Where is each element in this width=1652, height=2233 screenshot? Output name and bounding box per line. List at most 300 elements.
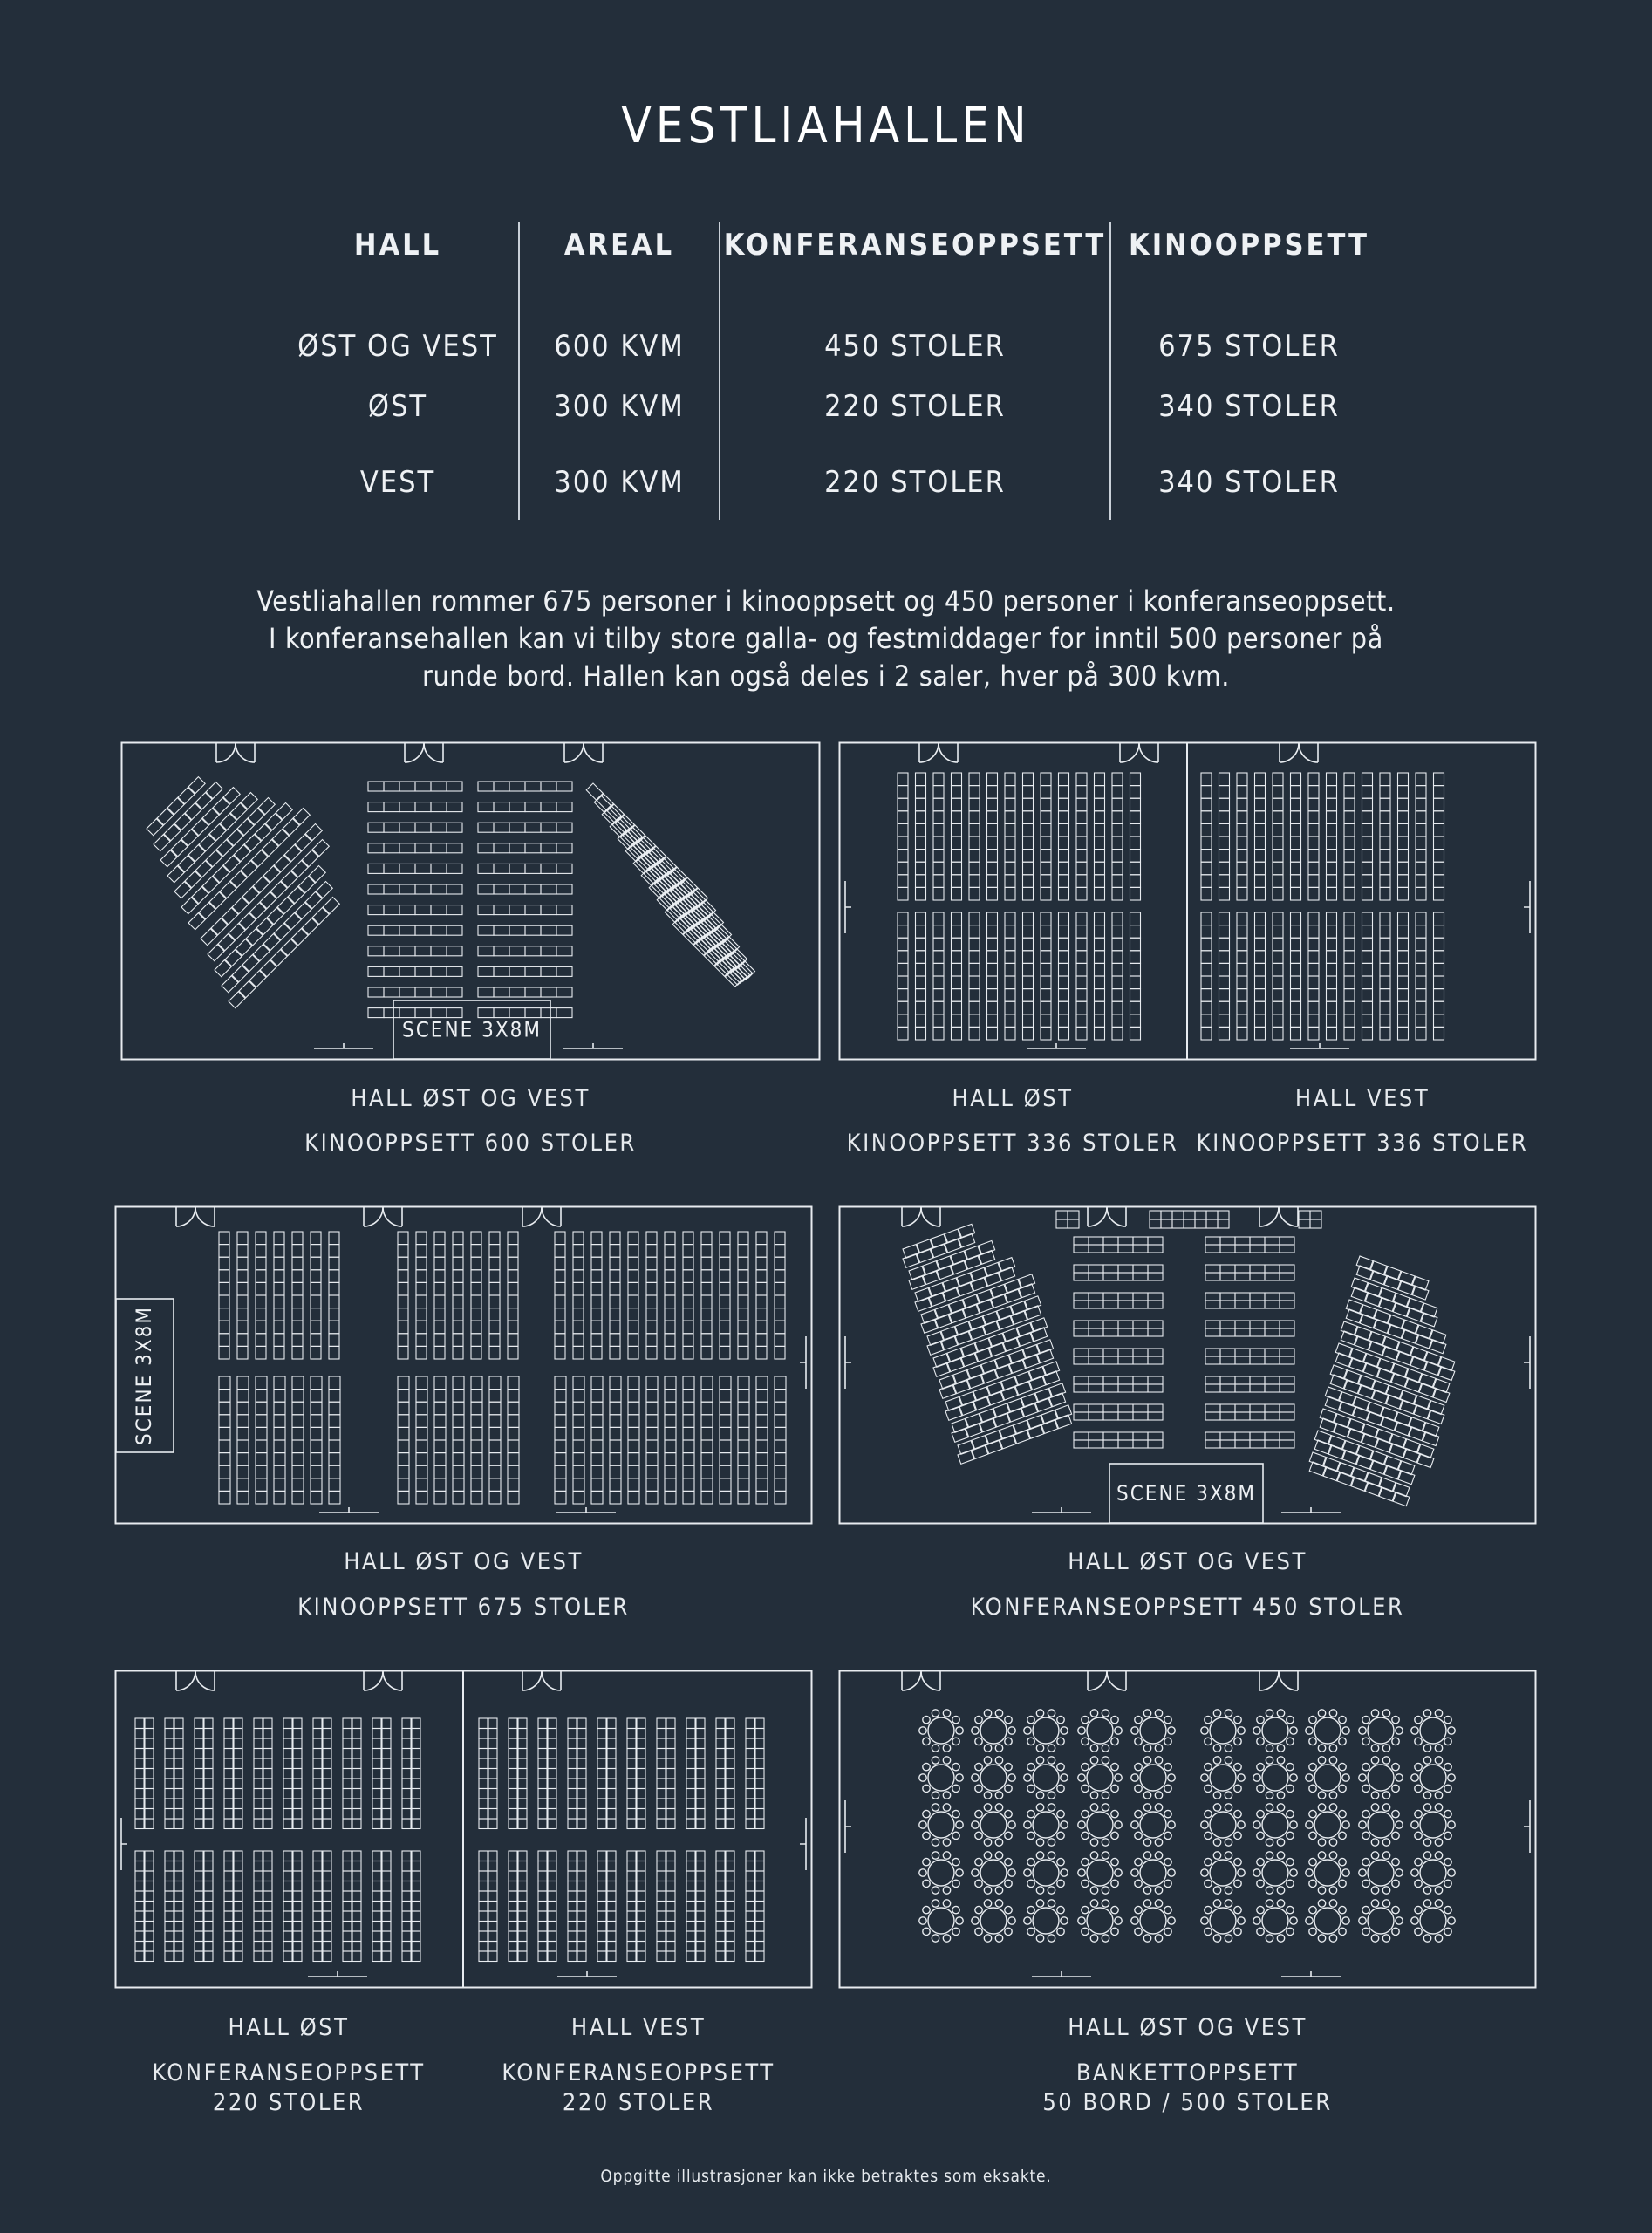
chair: [234, 1779, 242, 1789]
chair: [1095, 989, 1105, 1002]
chair: [145, 1758, 154, 1769]
chair: [415, 884, 431, 894]
chair: [1095, 976, 1105, 989]
chair: [135, 1942, 144, 1952]
chair: [453, 1453, 464, 1466]
chair: [1041, 811, 1051, 824]
chair: [573, 1390, 584, 1403]
chair: [447, 823, 462, 832]
chair: [488, 1891, 497, 1902]
cell-konferanse: 220 STOLER: [720, 444, 1110, 520]
chair: [254, 1809, 263, 1820]
chair: [686, 1819, 695, 1829]
chair: [665, 1257, 675, 1270]
chair: [254, 1758, 263, 1769]
chair: [755, 1902, 764, 1912]
chair: [518, 1951, 527, 1962]
chair: [665, 1491, 676, 1504]
chair: [987, 798, 998, 811]
chair: [204, 1779, 213, 1789]
chair: [1095, 887, 1105, 900]
exit-door-icon: [1032, 1507, 1091, 1513]
chair: [696, 1749, 705, 1759]
chair: [135, 1749, 144, 1759]
chair: [666, 1809, 675, 1820]
chair: [263, 1789, 272, 1799]
exit-door-icon: [1281, 1971, 1341, 1977]
chair: [509, 864, 525, 873]
chair: [720, 1295, 730, 1308]
chair: [525, 843, 541, 853]
chair: [219, 1270, 229, 1283]
chair: [313, 1871, 322, 1881]
chair: [610, 1346, 620, 1359]
chair: [434, 1245, 445, 1258]
chair: [646, 1308, 657, 1321]
chair: [577, 1749, 586, 1759]
chair: [174, 1779, 183, 1789]
chair: [434, 1257, 445, 1270]
chair: [237, 1245, 248, 1258]
chair: [402, 1922, 411, 1932]
chair: [1089, 1293, 1103, 1301]
chair: [683, 1321, 693, 1334]
chair: [556, 1008, 572, 1018]
chair: [637, 1779, 645, 1789]
caption-setup-count: 220 STOLER: [562, 2089, 715, 2116]
chair: [933, 976, 944, 989]
chair: [716, 1819, 725, 1829]
chair: [263, 1819, 272, 1829]
chair: [329, 1390, 340, 1403]
chair: [1220, 1265, 1235, 1273]
chair: [402, 1729, 411, 1739]
chair: [1059, 837, 1069, 850]
chair: [568, 1758, 577, 1769]
chair: [555, 1376, 566, 1390]
chair: [756, 1245, 767, 1258]
chair: [489, 1427, 501, 1440]
chair: [1056, 1219, 1068, 1228]
chair: [471, 1308, 481, 1321]
chair: [696, 1861, 705, 1872]
chair: [701, 1257, 712, 1270]
chair: [415, 925, 431, 935]
chair: [666, 1819, 675, 1829]
chair-row: [618, 832, 739, 953]
chair: [1206, 1211, 1218, 1219]
chair: [1434, 786, 1444, 799]
chair: [1250, 1273, 1265, 1280]
chair: [508, 1346, 518, 1359]
chair: [686, 1718, 695, 1729]
chair: [1291, 875, 1301, 888]
chair: [488, 1902, 497, 1912]
chair: [1362, 925, 1373, 939]
chair: [665, 1478, 676, 1492]
chair: [234, 1911, 242, 1922]
chair: [293, 1902, 302, 1912]
chair: [1103, 1293, 1118, 1301]
chair: [755, 1851, 764, 1861]
chair: [195, 1819, 203, 1829]
chair: [145, 1851, 154, 1861]
chair: [1398, 989, 1409, 1002]
chair: [1041, 1014, 1051, 1028]
chair: [916, 823, 926, 837]
round-table: [1306, 1710, 1349, 1752]
chair: [666, 1729, 675, 1739]
chair: [637, 1789, 645, 1799]
chair: [488, 1911, 497, 1922]
chair: [489, 1491, 501, 1504]
chair: [701, 1465, 713, 1478]
chair: [329, 1245, 339, 1258]
chair: [1380, 798, 1390, 811]
round-table: [1078, 1900, 1122, 1942]
chair: [372, 1758, 381, 1769]
chair: [610, 1390, 621, 1403]
chair: [254, 1729, 263, 1739]
door-icon: [1088, 1671, 1126, 1690]
chair: [343, 1769, 352, 1779]
chair: [1362, 850, 1373, 863]
chair: [987, 1027, 998, 1040]
chair: [313, 1799, 322, 1809]
chair: [556, 905, 572, 915]
chair: [471, 1465, 482, 1478]
chair: [329, 1308, 339, 1321]
chair: [568, 1911, 577, 1922]
chair: [398, 1282, 408, 1295]
exit-door-icon: [308, 1971, 367, 1977]
chair: [415, 966, 431, 976]
chair: [204, 1851, 213, 1861]
chair: [898, 989, 908, 1002]
chair: [352, 1758, 361, 1769]
chair: [1291, 773, 1301, 786]
chair: [1434, 1027, 1444, 1040]
chair: [237, 1390, 249, 1403]
chair: [898, 963, 908, 976]
chair: [1280, 1384, 1294, 1392]
chair: [738, 1308, 748, 1321]
chair: [219, 1440, 230, 1453]
chair: [412, 1799, 420, 1809]
chair: [434, 1321, 445, 1334]
chair: [716, 1729, 725, 1739]
chair: [1023, 823, 1034, 837]
chair: [368, 802, 384, 812]
chair: [746, 1819, 754, 1829]
capacity-table-header: [277, 222, 1387, 292]
chair: [720, 1376, 731, 1390]
chair: [573, 1491, 584, 1504]
chair: [1056, 1211, 1068, 1219]
chair: [471, 1376, 482, 1390]
chair: [696, 1902, 705, 1912]
chair: [518, 1922, 527, 1932]
chair: [1201, 862, 1212, 875]
chair: [1023, 976, 1034, 989]
chair: [323, 1789, 331, 1799]
chair: [607, 1749, 616, 1759]
chair: [568, 1779, 577, 1789]
chair: [746, 1951, 754, 1962]
chair: [479, 1789, 488, 1799]
round-table: [1306, 1804, 1349, 1846]
chair: [352, 1749, 361, 1759]
chair: [1005, 1027, 1015, 1040]
chair: [1089, 1321, 1103, 1328]
chair: [1103, 1412, 1118, 1420]
chair: [145, 1902, 154, 1912]
round-table: [919, 1804, 963, 1846]
chair: [263, 1809, 272, 1820]
chair: [399, 802, 415, 812]
chair: [577, 1789, 586, 1799]
chair: [555, 1245, 565, 1258]
chair: [313, 1851, 322, 1861]
round-table: [919, 1900, 963, 1942]
chair: [1041, 938, 1051, 951]
chair: [489, 1478, 501, 1492]
chair: [916, 912, 926, 925]
chair: [746, 1758, 754, 1769]
chair: [509, 1799, 517, 1809]
chair: [489, 1334, 500, 1347]
chair: [538, 1871, 547, 1881]
chair: [329, 1257, 339, 1270]
chair: [174, 1809, 183, 1820]
chair: [434, 1376, 446, 1390]
chair: [1237, 989, 1247, 1002]
chair: [627, 1779, 636, 1789]
chair: [478, 802, 494, 812]
chair: [538, 1789, 547, 1799]
chair: [701, 1478, 713, 1492]
chair: [372, 1851, 381, 1861]
chair: [292, 1390, 304, 1403]
chair: [434, 1232, 445, 1245]
chair: [933, 786, 944, 799]
chair: [509, 1871, 517, 1881]
chair: [916, 951, 926, 964]
chair: [329, 1232, 339, 1245]
round-table: [1078, 1757, 1122, 1799]
chair: [775, 1440, 786, 1453]
chair: [471, 1270, 481, 1283]
chair: [573, 1270, 584, 1283]
exit-door-icon: [319, 1507, 379, 1513]
chair: [311, 1453, 322, 1466]
chair: [657, 1779, 666, 1789]
chair: [716, 1881, 725, 1892]
chair: [384, 864, 399, 873]
chair: [311, 1415, 322, 1428]
chair: [1205, 1321, 1220, 1328]
chair: [343, 1922, 352, 1932]
chair: [716, 1911, 725, 1922]
chair: [1235, 1245, 1250, 1253]
chair: [1362, 1001, 1373, 1014]
chair: [568, 1769, 577, 1779]
chair: [1344, 989, 1355, 1002]
chair: [1434, 798, 1444, 811]
chair: [541, 905, 556, 915]
chair: [1219, 887, 1230, 900]
chair: [234, 1942, 242, 1952]
chair: [952, 1001, 962, 1014]
chair: [1219, 912, 1230, 925]
chair: [1255, 938, 1266, 951]
chair: [738, 1453, 749, 1466]
chair: [538, 1861, 547, 1872]
chair: [1076, 1001, 1087, 1014]
chair: [368, 925, 384, 935]
chair: [416, 1427, 427, 1440]
round-table: [1359, 1900, 1403, 1942]
chair: [628, 1282, 638, 1295]
chair: [1103, 1432, 1118, 1440]
chair: [738, 1245, 748, 1258]
chair: [607, 1799, 616, 1809]
chair: [610, 1321, 620, 1334]
chair: [1005, 938, 1015, 951]
chair: [1434, 963, 1444, 976]
chair: [627, 1749, 636, 1759]
chair: [720, 1453, 731, 1466]
chair: [1206, 1219, 1218, 1228]
chair: [898, 823, 908, 837]
chair: [1095, 773, 1105, 786]
round-table: [1201, 1804, 1245, 1846]
chair: [538, 1881, 547, 1892]
chair: [478, 864, 494, 873]
round-table: [1078, 1804, 1122, 1846]
chair: [402, 1851, 411, 1861]
chair: [311, 1376, 322, 1390]
chair: [453, 1478, 464, 1492]
chair: [1416, 773, 1426, 786]
chair: [666, 1931, 675, 1942]
chair: [683, 1334, 693, 1347]
chair: [518, 1911, 527, 1922]
chair: [746, 1718, 754, 1729]
chair: [368, 966, 384, 976]
chair: [135, 1922, 144, 1932]
chair: [720, 1390, 731, 1403]
chair: [683, 1257, 693, 1270]
chair: [1148, 1321, 1163, 1328]
chair: [637, 1942, 645, 1952]
chair: [352, 1861, 361, 1872]
chair: [1041, 875, 1051, 888]
chair: [548, 1779, 556, 1789]
chair: [1344, 875, 1355, 888]
chair: [716, 1738, 725, 1749]
chair: [1255, 875, 1266, 888]
chair: [1380, 1027, 1390, 1040]
chair: [263, 1861, 272, 1872]
chair: [219, 1376, 230, 1390]
chair: [323, 1729, 331, 1739]
chair: [1250, 1301, 1265, 1308]
chair: [368, 1008, 384, 1018]
chair: [577, 1922, 586, 1932]
chair: [234, 1789, 242, 1799]
chair: [666, 1718, 675, 1729]
chair: [1205, 1356, 1220, 1364]
chair: [293, 1922, 302, 1932]
chair: [292, 1321, 303, 1334]
chair: [555, 1390, 566, 1403]
chair: [1133, 1412, 1148, 1420]
chair: [1041, 798, 1051, 811]
chair: [755, 1931, 764, 1942]
chair: [508, 1376, 519, 1390]
chair: [1112, 912, 1123, 925]
chair: [1362, 963, 1373, 976]
chair: [1112, 875, 1123, 888]
chair: [577, 1881, 586, 1892]
chair: [538, 1942, 547, 1952]
chair: [368, 905, 384, 915]
chair: [398, 1465, 409, 1478]
chair: [610, 1257, 620, 1270]
chair: [145, 1738, 154, 1749]
chair-row: [201, 823, 322, 945]
chair: [1103, 1349, 1118, 1356]
chair: [1005, 989, 1015, 1002]
chair: [646, 1257, 657, 1270]
chair: [1074, 1301, 1089, 1308]
chair: [1023, 875, 1034, 888]
side-door-icon: [800, 1336, 806, 1389]
chair: [412, 1758, 420, 1769]
chair: [686, 1738, 695, 1749]
chair: [1235, 1384, 1250, 1392]
chair: [1023, 1014, 1034, 1028]
caption-setup-count: 220 STOLER: [212, 2089, 365, 2116]
round-table: [1253, 1757, 1297, 1799]
chair: [1362, 887, 1373, 900]
chair: [1291, 912, 1301, 925]
chair: [726, 1749, 734, 1759]
chair: [237, 1427, 249, 1440]
chair: [933, 837, 944, 850]
chair: [219, 1465, 230, 1478]
chair: [1299, 1211, 1310, 1219]
chair: [898, 875, 908, 888]
chair: [292, 1346, 303, 1359]
chair: [263, 1738, 272, 1749]
chair: [646, 1491, 658, 1504]
chair: [204, 1749, 213, 1759]
chair: [434, 1402, 446, 1415]
chair: [478, 884, 494, 894]
chair: [416, 1376, 427, 1390]
chair: [1089, 1328, 1103, 1336]
chair: [627, 1718, 636, 1729]
chair: [555, 1402, 566, 1415]
chair: [518, 1881, 527, 1892]
chair: [384, 782, 399, 791]
chair: [135, 1911, 144, 1922]
chair: [775, 1478, 786, 1492]
chair: [1308, 887, 1319, 900]
chair: [548, 1769, 556, 1779]
